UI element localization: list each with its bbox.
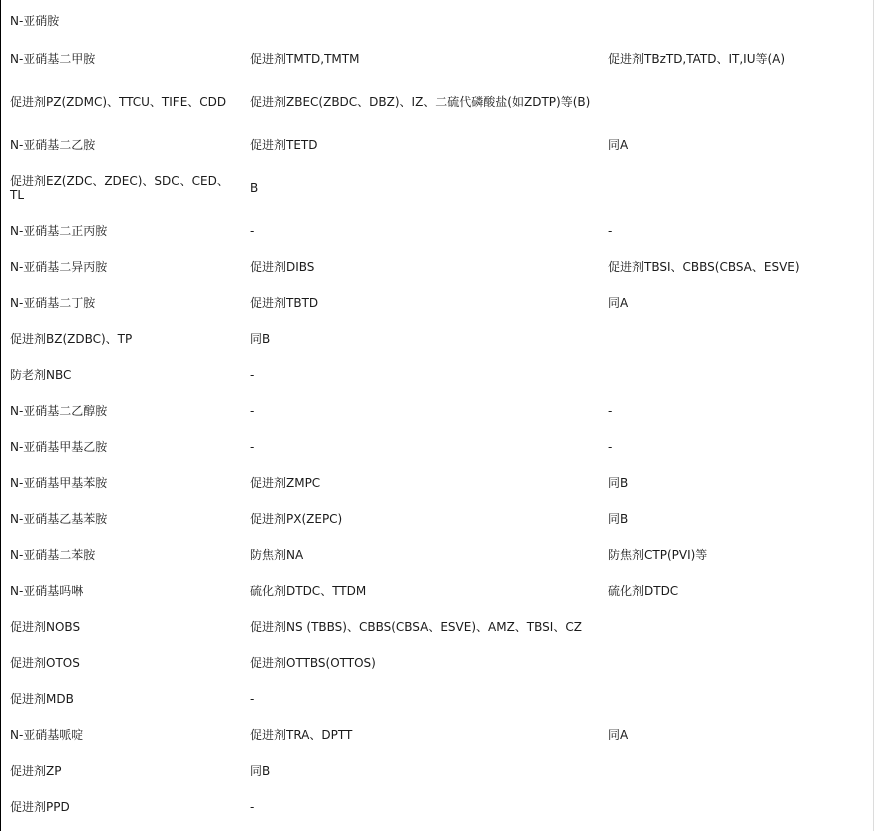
table-row [0, 537, 874, 573]
table-cell-col-1: N-亚硝基二乙醇胺 [10, 404, 108, 418]
table-cell-col-2: 促进剂NS (TBBS)、CBBS(CBSA、ESVE)、AMZ、TBSI、CZ [250, 620, 582, 634]
table-cell-col-1: N-亚硝胺 [10, 14, 60, 28]
table-cell-col-2: 防焦剂NA [250, 548, 304, 562]
table-cell-col-3: 同A [608, 138, 629, 152]
table-row [0, 163, 874, 213]
table-cell-col-2: 促进剂TRA、DPTT [250, 728, 353, 742]
table-cell-col-2: 同B [250, 764, 271, 778]
table-cell-col-3 [598, 0, 874, 41]
table-row [0, 501, 874, 537]
table-row [0, 321, 874, 357]
table-cell-col-2: - [250, 224, 255, 238]
table-row [0, 573, 874, 609]
table-cell-col-2 [240, 0, 598, 41]
table-cell-col-1: 促进剂NOBS [10, 620, 81, 634]
table-cell-col-1: N-亚硝基乙基苯胺 [10, 512, 108, 526]
table-cell-col-2: - [250, 692, 255, 706]
table-cell-col-2: 促进剂ZBEC(ZBDC、DBZ)、IZ、二硫代磷酸盐(如ZDTP)等(B) [250, 95, 591, 109]
table-cell-col-1: N-亚硝基二苯胺 [10, 548, 96, 562]
table-cell-col-1: N-亚硝基甲基乙胺 [10, 440, 108, 454]
table-cell-col-2: 促进剂TBTD [250, 296, 319, 310]
table-row [0, 465, 874, 501]
table-cell-col-3: 同B [608, 512, 629, 526]
table-cell-col-3 [598, 681, 874, 717]
table-row [0, 753, 874, 789]
table-cell-col-3 [598, 163, 874, 213]
table-cell-col-3: - [608, 224, 613, 238]
table-cell-col-2: B [250, 181, 259, 195]
table-cell-col-1: N-亚硝基二甲胺 [10, 52, 96, 66]
table-cell-col-1: N-亚硝基二正丙胺 [10, 224, 108, 238]
table-cell-col-2: 同B [250, 332, 271, 346]
table-cell-col-3: 同A [608, 296, 629, 310]
table-row [0, 249, 874, 285]
table-cell-col-1: 促进剂ZP [10, 764, 62, 778]
table-row [0, 357, 874, 393]
table-cell-col-2: - [250, 368, 255, 382]
table-row [0, 717, 874, 753]
table-cell-col-1: 防老剂NBC [10, 368, 72, 382]
table-row [0, 77, 874, 127]
table-cell-col-2: 促进剂OTTBS(OTTOS) [250, 656, 376, 670]
table-cell-col-3 [598, 645, 874, 681]
table-cell-col-1: N-亚硝基哌啶 [10, 728, 84, 742]
table-cell-col-2: 促进剂TMTD,TMTM [250, 52, 360, 66]
table-cell-col-2: 促进剂TETD [250, 138, 318, 152]
table-cell-col-2: - [250, 800, 255, 814]
table-cell-col-3: 同B [608, 476, 629, 490]
table-cell-col-3: - [608, 404, 613, 418]
table-cell-col-2: - [250, 404, 255, 418]
table-cell-col-3: 防焦剂CTP(PVI)等 [608, 548, 708, 562]
table-cell-col-3 [598, 789, 874, 825]
table-row [0, 789, 874, 825]
table-cell-col-2: 促进剂ZMPC [250, 476, 321, 490]
table-cell-col-3 [598, 321, 874, 357]
table-cell-col-2: 促进剂DIBS [250, 260, 315, 274]
table-cell-col-3: 促进剂TBzTD,TATD、IT,IU等(A) [608, 52, 786, 66]
table-cell-col-3 [598, 357, 874, 393]
table-row [0, 429, 874, 465]
table-cell-col-1: 促进剂PPD [10, 800, 70, 814]
table-cell-col-1: N-亚硝基二丁胺 [10, 296, 96, 310]
table-row [0, 0, 874, 41]
table-cell-col-1: 促进剂PZ(ZDMC)、TTCU、TIFE、CDD [10, 95, 227, 109]
table-row [0, 127, 874, 163]
table-cell-col-1: 促进剂BZ(ZDBC)、TP [10, 332, 133, 346]
table-cell-col-3 [598, 609, 874, 645]
table-cell-col-2: 硫化剂DTDC、TTDM [250, 584, 367, 598]
table-row [0, 393, 874, 429]
table-cell-col-1: N-亚硝基吗啉 [10, 584, 84, 598]
table-cell-col-1: 促进剂MDB [10, 692, 74, 706]
table-row [0, 681, 874, 717]
table-cell-col-2: - [250, 440, 255, 454]
table-cell-col-1: 促进剂EZ(ZDC、ZDEC)、SDC、CED、TL [10, 174, 229, 202]
table-cell-col-1: N-亚硝基二异丙胺 [10, 260, 108, 274]
table-cell-col-1: N-亚硝基甲基苯胺 [10, 476, 108, 490]
table-row [0, 213, 874, 249]
table-row [0, 285, 874, 321]
table-row [0, 41, 874, 77]
table-cell-col-3: 促进剂TBSI、CBBS(CBSA、ESVE) [608, 260, 800, 274]
table-cell-col-3 [598, 753, 874, 789]
table-cell-col-3: 硫化剂DTDC [608, 584, 679, 598]
table-row [0, 645, 874, 681]
table-cell-col-3: 同A [608, 728, 629, 742]
table-cell-col-2: 促进剂PX(ZEPC) [250, 512, 343, 526]
table-cell-col-1: 促进剂OTOS [10, 656, 80, 670]
table-cell-col-1: N-亚硝基二乙胺 [10, 138, 96, 152]
table-cell-col-3 [598, 77, 874, 127]
table-row [0, 609, 874, 645]
table-cell-col-3: - [608, 440, 613, 454]
